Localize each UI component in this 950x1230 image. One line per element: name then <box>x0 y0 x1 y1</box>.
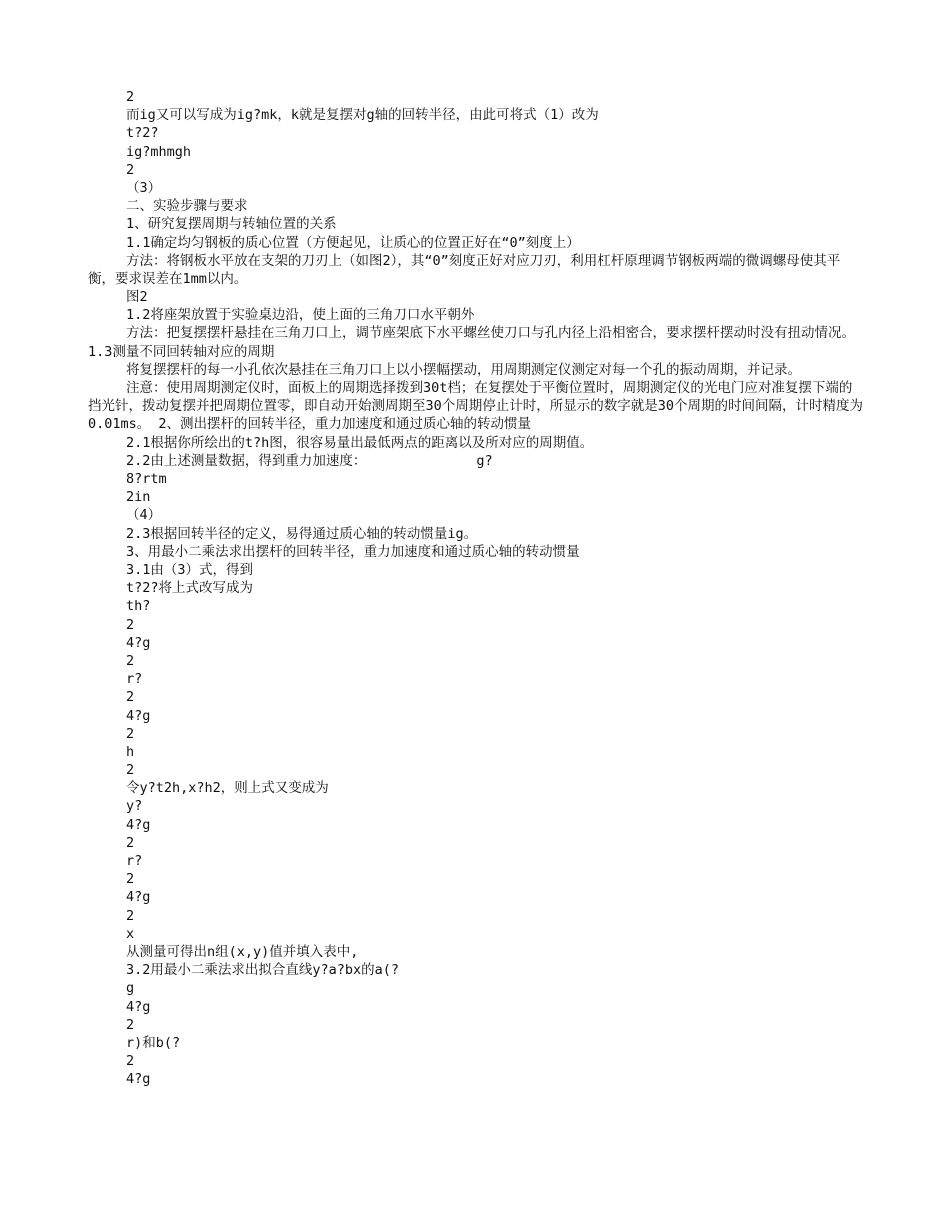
text-line: r? <box>126 853 143 869</box>
text-line: 8?rtm <box>126 471 167 488</box>
text-line: 2 <box>126 616 135 633</box>
text-line: 1.1确定均匀钢板的质心位置（方便起见，让质心的位置正好在“0”刻度上） <box>126 234 580 251</box>
text-line: 1.2将座架放置于实验桌边沿，使上面的三角刀口水平朝外 <box>126 307 475 324</box>
text-line: y? <box>126 798 143 815</box>
text-line <box>88 452 864 470</box>
text-line: r)和b(? <box>126 1034 181 1051</box>
text-line: 2 <box>126 689 135 706</box>
document-body <box>88 88 864 1088</box>
text-line: （3） <box>126 179 162 196</box>
text-line: 4?g <box>126 634 151 651</box>
text-line: 4?g <box>126 998 151 1015</box>
text-line: 二、实验步骤与要求 <box>126 198 248 215</box>
text-line: 2 <box>126 725 135 742</box>
text-line: ig?mhmgh <box>126 143 192 160</box>
text-line: 4?g <box>126 707 151 724</box>
text-line: 2 <box>126 907 135 924</box>
text-line: th? <box>126 598 151 615</box>
text-line: h <box>126 743 135 760</box>
text-line: 3.2用最小二乘法求出拟合直线y?a?bx的a(? <box>126 962 400 979</box>
formula-fragment: g? <box>476 452 493 469</box>
text-line: 2 <box>126 1016 135 1033</box>
text-line: 2 <box>126 871 135 888</box>
text-line: 2 <box>126 762 135 779</box>
text-line: 2 <box>126 161 135 178</box>
text-line: 2 <box>126 652 135 669</box>
text-line: 2.3根据回转半径的定义，易得通过质心轴的转动惯量ig。 <box>126 525 478 542</box>
text-line: t?2?将上式改写成为 <box>126 580 254 597</box>
text-line: 2 <box>126 1053 135 1070</box>
text-line: 从测量可得出n组(x,y)值并填入表中, <box>126 943 359 960</box>
text-line: 2 <box>126 89 135 105</box>
text-line: 1、研究复摆周期与转轴位置的关系 <box>126 216 337 233</box>
text-line: 2.1根据你所绘出的t?h图，很容易量出最低两点的距离以及所对应的周期值。 <box>126 434 594 451</box>
text-line: 4?g <box>126 1071 151 1088</box>
paragraph: 方法：把复摆摆杆悬挂在三角刀口上，调节座架底下水平螺丝使刀口与孔内径上沿相密合，要求摆杆摆动时没有扭动情况。 1.3测量不同回转轴对应的周期 <box>88 325 855 360</box>
text-line: 3.1由（3）式，得到 <box>126 562 254 578</box>
text-line: 3、用最小二乘法求出摆杆的回转半径，重力加速度和通过质心轴的转动惯量 <box>126 543 580 560</box>
text-line: t?2? <box>126 125 159 142</box>
paragraph: 将复摆摆杆的每一小孔依次悬挂在三角刀口上以小摆幅摆动，用周期测定仪测定对每一个孔的振动周期，并记录。 <box>126 361 801 378</box>
text-line: 而ig又可以写成为ig?mk，k就是复摆对g轴的回转半径，由此可将式（1）改为 <box>126 107 599 124</box>
text-line: 4?g <box>126 889 151 906</box>
paragraph: 方法：将钢板水平放在支架的刀刃上（如图2），其“0”刻度正好对应刀刃，利用杠杆原理调节钢板两端的微调螺母使其平衡，要求误差在1mm以内。 <box>88 252 841 287</box>
text-line: 图2 <box>126 289 148 306</box>
text-line: 4?g <box>126 816 151 833</box>
text-line: 令y?t2h,x?h2，则上式又变成为 <box>126 780 329 797</box>
text-line: 2 <box>126 834 135 851</box>
line-text: 2.2由上述测量数据，得到重力加速度： <box>126 452 367 469</box>
text-line: r? <box>126 671 143 688</box>
text-line: x <box>126 925 135 942</box>
paragraph: 注意：使用周期测定仪时，面板上的周期选择拨到30t档；在复摆处于平衡位置时，周期测定仪的光电门应对准复摆下端的挡光针，拨动复摆并把周期位置零，即自动开始测周期至30个周期停止计时，所显示的数字就是30个周期的时间间隔，计时精度为0.01ms。 2、测出摆杆的回转半径，重力加速度和通过质心轴的转动惯量 <box>88 380 864 433</box>
text-line: g <box>126 980 135 997</box>
text-line: （4） <box>126 507 162 524</box>
text-line: 2in <box>126 489 151 506</box>
